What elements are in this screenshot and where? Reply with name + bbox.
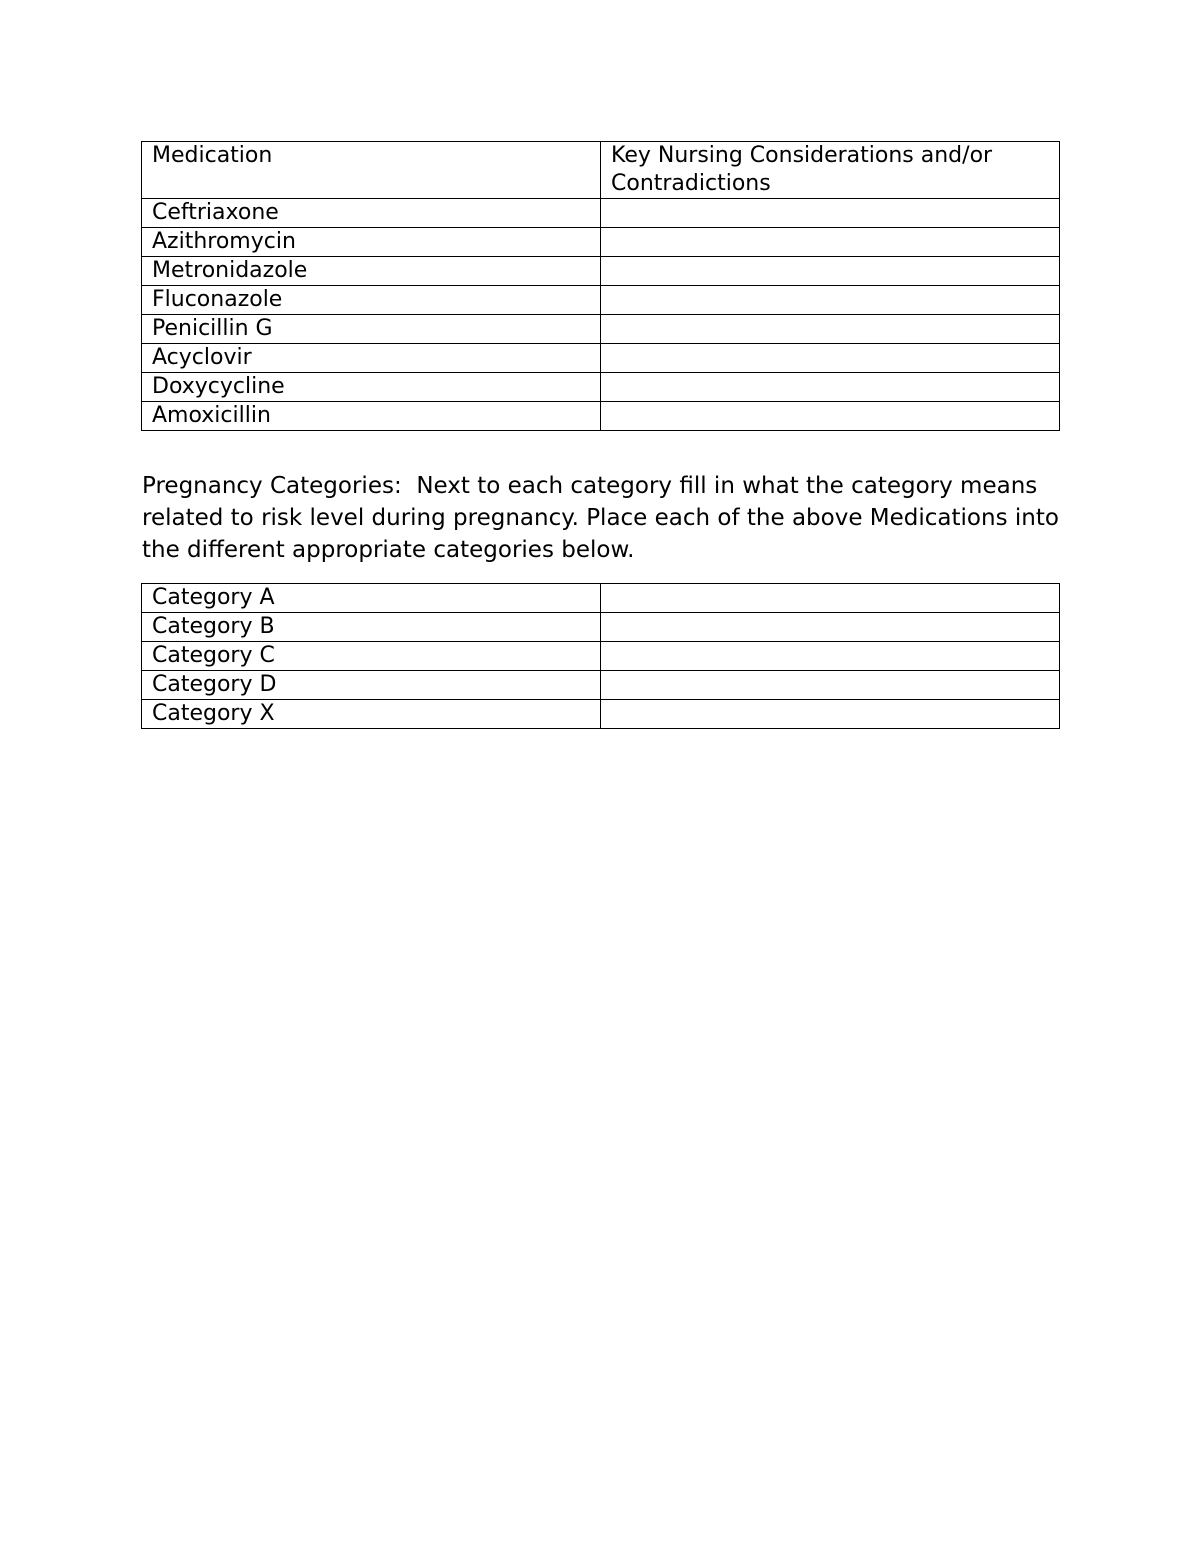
- medication-cell: Azithromycin: [142, 228, 601, 257]
- table-row: [142, 344, 1060, 373]
- table-row: [142, 373, 1060, 402]
- category-description-cell[interactable]: [601, 700, 1060, 729]
- medication-cell: Amoxicillin: [142, 402, 601, 431]
- category-cell: Category X: [142, 700, 601, 729]
- category-cell: Category B: [142, 613, 601, 642]
- table-row: [142, 700, 1060, 729]
- notes-cell[interactable]: [601, 286, 1060, 315]
- table-header-row: [142, 142, 1060, 199]
- header-medication: Medication: [142, 142, 601, 199]
- category-cell: Category A: [142, 584, 601, 613]
- table-row: [142, 199, 1060, 228]
- category-description-cell[interactable]: [601, 613, 1060, 642]
- table-row: [142, 315, 1060, 344]
- table-row: [142, 642, 1060, 671]
- notes-cell[interactable]: [601, 373, 1060, 402]
- pregnancy-categories-instructions: Pregnancy Categories: Next to each category fill in what the category means related to risk level during pregnancy. Place each of the above Medications into the different appropriate categories below.: [142, 473, 1067, 563]
- category-cell: Category D: [142, 671, 601, 700]
- table-row: [142, 671, 1060, 700]
- medication-table: [141, 141, 1060, 431]
- notes-cell[interactable]: [601, 402, 1060, 431]
- notes-cell[interactable]: [601, 257, 1060, 286]
- table-row: [142, 286, 1060, 315]
- medication-cell: Metronidazole: [142, 257, 601, 286]
- medication-cell: Fluconazole: [142, 286, 601, 315]
- medication-cell: Doxycycline: [142, 373, 601, 402]
- pregnancy-category-table: [141, 583, 1060, 729]
- table-row: [142, 584, 1060, 613]
- table-row: [142, 613, 1060, 642]
- notes-cell[interactable]: [601, 315, 1060, 344]
- table-row: [142, 228, 1060, 257]
- table-row: [142, 402, 1060, 431]
- notes-cell[interactable]: [601, 344, 1060, 373]
- category-cell: Category C: [142, 642, 601, 671]
- medication-cell: Ceftriaxone: [142, 199, 601, 228]
- header-nursing-considerations: Key Nursing Considerations and/or Contradictions: [601, 142, 1060, 199]
- notes-cell[interactable]: [601, 228, 1060, 257]
- medication-cell: Penicillin G: [142, 315, 601, 344]
- category-description-cell[interactable]: [601, 584, 1060, 613]
- table-row: [142, 257, 1060, 286]
- notes-cell[interactable]: [601, 199, 1060, 228]
- category-description-cell[interactable]: [601, 671, 1060, 700]
- medication-cell: Acyclovir: [142, 344, 601, 373]
- category-description-cell[interactable]: [601, 642, 1060, 671]
